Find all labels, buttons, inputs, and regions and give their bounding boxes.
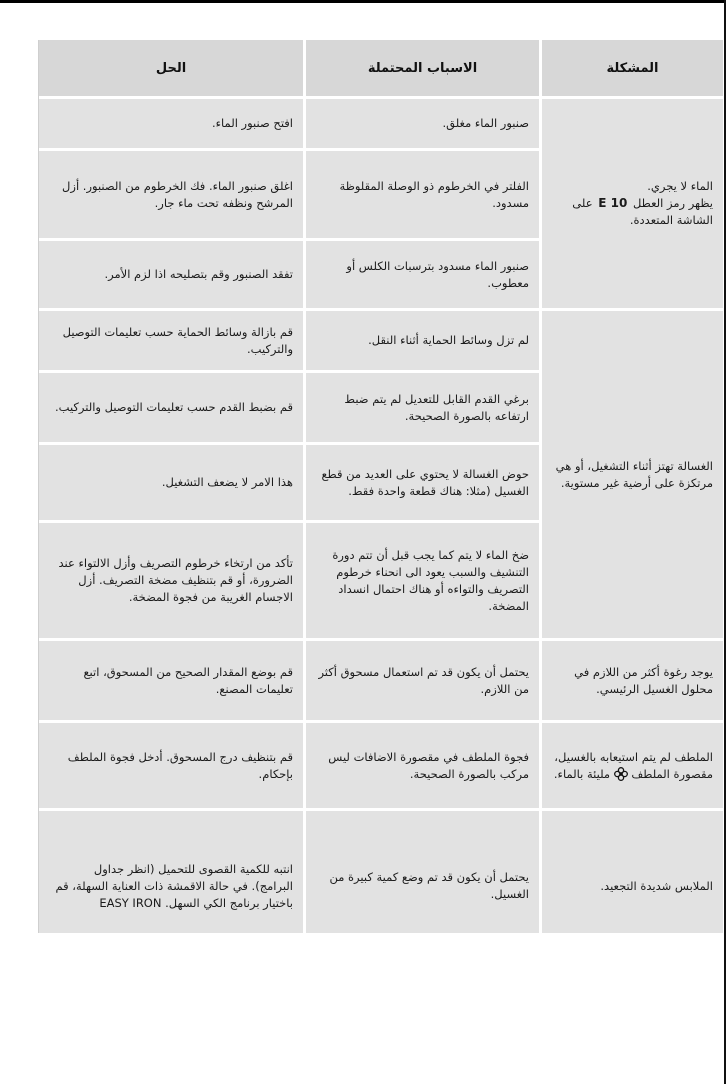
cause-cell: برغي القدم القابل للتعديل لم يتم ضبط ارتفاعه بالصورة الصحيحة.	[303, 373, 539, 445]
troubleshooting-table	[39, 40, 723, 961]
table-header-row	[39, 40, 723, 99]
table-row	[39, 723, 723, 811]
troubleshooting-sheet	[38, 40, 723, 933]
solution-cell: قم بوضع المقدار الصحيح من المسحوق، اتبع تعليمات المصنع.	[39, 641, 303, 723]
solution-cell: افتح صنبور الماء.	[39, 99, 303, 151]
problem-cell-softener	[539, 723, 723, 811]
problem-softener-text-a: الملطف لم يتم استيعابه بالغسيل، مقصورة الملطف	[554, 749, 713, 781]
solution-cell: انتبه للكمية القصوى للتحميل (انظر جداول البرامج). في حالة الاقمشة ذات العناية السهلة، قم باختيار برنامج الكي السهل. EASY IRON	[55, 861, 293, 910]
error-code-symbol: E 10	[598, 196, 628, 210]
problem-cell-water	[539, 99, 723, 311]
problem-water-line1: الماء لا يجري.	[647, 179, 713, 193]
cause-cell: حوض الغسالة لا يحتوي على العديد من قطع الغسيل (مثلا: هناك قطعة واحدة فقط.	[303, 445, 539, 523]
table-row	[39, 99, 723, 151]
cause-cell: صنبور الماء مسدود بترسبات الكلس أو معطوب.	[303, 241, 539, 311]
cause-cell: يحتمل أن يكون قد تم وضع كمية كبيرة من الغسيل.	[303, 811, 539, 961]
header-causes: الاسباب المحتملة	[303, 40, 539, 99]
solution-cell: هذا الامر لا يضعف التشغيل.	[39, 445, 303, 523]
solution-cell: تفقد الصنبور وقم بتصليحه اذا لزم الأمر.	[39, 241, 303, 311]
solution-cell: تأكد من ارتخاء خرطوم التصريف وأزل الالتواء عند الضرورة، أو قم بتنظيف مضخة التصريف. أزل الاجسام الغريبة من فجوة المضخة.	[39, 523, 303, 641]
problem-cell-foam: يوجد رغوة أكثر من اللازم في محلول الغسيل الرئيسي.	[539, 641, 723, 723]
problem-cell-wrinkles: الملابس شديدة التجعيد.	[539, 811, 723, 961]
solution-cell: اغلق صنبور الماء. فك الخرطوم من الصنبور. أزل المرشح ونظفه تحت ماء جار.	[39, 151, 303, 241]
solution-cell: قم بتنظيف درج المسحوق. أدخل فجوة الملطف بإحكام.	[39, 723, 303, 811]
problem-water-line2b: على الشاشة المتعددة.	[572, 196, 713, 227]
header-solution: الحل	[39, 40, 303, 99]
flower-icon	[614, 767, 628, 781]
header-problem: المشكلة	[539, 40, 723, 99]
table-row	[39, 311, 723, 373]
cause-cell: لم تزل وسائط الحماية أثناء النقل.	[303, 311, 539, 373]
cause-cell: يحتمل أن يكون قد تم استعمال مسحوق أكثر من اللازم.	[303, 641, 539, 723]
table-row	[39, 811, 723, 961]
solution-cell: قم بضبط القدم حسب تعليمات التوصيل والتركيب.	[39, 373, 303, 445]
solution-cell: قم بازالة وسائط الحماية حسب تعليمات التوصيل والتركيب.	[39, 311, 303, 373]
cause-cell: صنبور الماء مغلق.	[303, 99, 539, 151]
problem-softener-text-b: مليئة بالماء.	[553, 766, 611, 781]
cause-cell: الفلتر في الخرطوم ذو الوصلة المقلوظة مسدود.	[303, 151, 539, 241]
problem-cell-vibration: الغسالة تهتز أثناء التشغيل، أو هي مرتكزة على أرضية غير مستوية.	[539, 311, 723, 641]
problem-water-line2a: يظهر رمز العطل	[632, 196, 713, 210]
table-row	[39, 641, 723, 723]
cause-cell: ضخ الماء لا يتم كما يجب قبل أن تتم دورة التنشيف والسبب يعود الى انحناء خرطوم التصريف والتواءه أو هناك احتمال انسداد المضخة.	[303, 523, 539, 641]
cause-cell: فجوة الملطف في مقصورة الاضافات ليس مركب بالصورة الصحيحة.	[303, 723, 539, 811]
page-top-border	[0, 0, 726, 3]
